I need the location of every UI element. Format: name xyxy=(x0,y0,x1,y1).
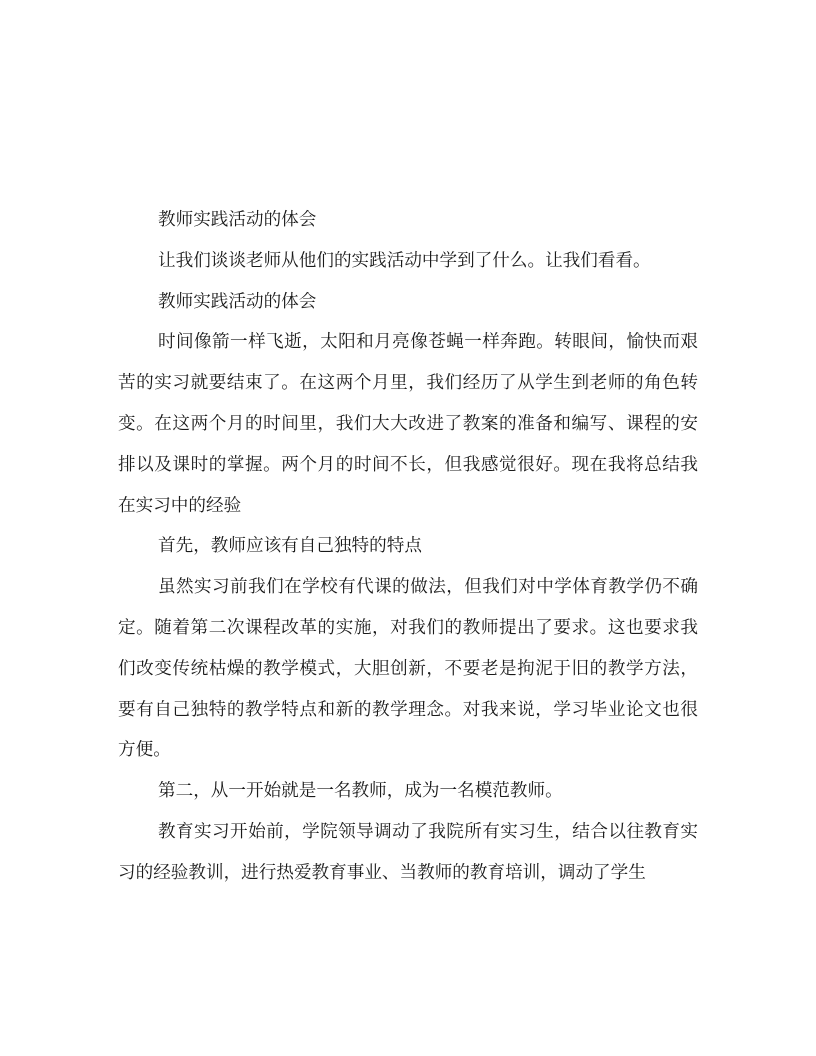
paragraph-1: 时间像箭一样飞逝，太阳和月亮像苍蝇一样奔跑。转眼间，愉快而艰苦的实习就要结束了。在这两个月里，我们经历了从学生到老师的角色转变。在这两个月的时间里，我们大大改进了教案的准备和编写、课程的安排以及课时的掌握。两个月的时间不长，但我感觉很好。现在我将总结我在实习中的经验 xyxy=(118,332,698,516)
intro-paragraph: 让我们谈谈老师从他们的实践活动中学到了什么。让我们看看。 xyxy=(158,250,651,271)
heading-second-point: 第二，从一开始就是一名教师，成为一名模范教师。 xyxy=(158,781,563,802)
paragraph-2: 虽然实习前我们在学校有代课的做法，但我们对中学体育教学仍不确定。随着第二次课程改革的实施，对我们的教师提出了要求。这也要求我们改变传统枯燥的教学模式，大胆创新，不要老是拘泥于旧的教学方法，要有自己独特的教学特点和新的教学理念。对我来说，学习毕业论文也很方便。 xyxy=(118,577,698,761)
document-title: 教师实践活动的体会 xyxy=(158,210,317,230)
heading-first-point: 首先，教师应该有自己独特的特点 xyxy=(158,536,422,557)
document-body xyxy=(118,200,698,894)
paragraph-3: 教育实习开始前，学院领导调动了我院所有实习生，结合以往教育实习的经验教训，进行热爱教育事业、当教师的教育培训，调动了学生 xyxy=(118,821,698,883)
document-subtitle: 教师实践活动的体会 xyxy=(158,291,317,312)
